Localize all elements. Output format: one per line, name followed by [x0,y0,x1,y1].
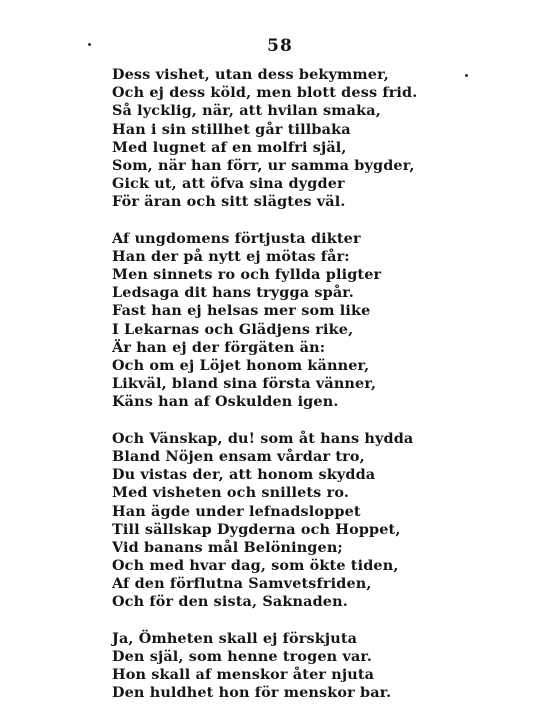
stanza-break [112,612,442,630]
poem-line: Han der på nytt ej mötas får: [112,247,350,265]
poem-line: Du vistas der, att honom skydda [112,466,376,484]
poem-line: Och för den sista, Saknaden. [112,593,348,611]
stanza-1 [112,66,442,212]
print-speck [465,74,468,77]
poem-line: Med lugnet af en molfri själ, [112,138,347,156]
poem-line: Och om ej Löjet honom känner, [112,357,370,374]
stanza-4 [112,630,442,703]
poem-line: Så lycklig, när, att hvilan smaka, [112,102,381,120]
stanza-break [112,212,442,230]
stanza-break [112,412,442,430]
poem-line: Och Vänskap, du! som åt hans hydda [112,429,414,447]
poem-line: Är han ej der förgäten än: [112,338,326,356]
poem-line: Han i sin stillhet går tillbaka [112,120,351,138]
poem-line: Han ägde under lefnadsloppet [112,502,361,520]
page-number: 58 [267,36,293,56]
poem-line: Till sällskap Dygderna och Hoppet, [112,520,401,538]
stanza-2 [112,230,442,412]
poem-line: Den huldhet hon för menskor bar. [112,684,392,702]
poem-line: Af ungdomens förtjusta dikter [112,229,361,247]
poem-line: Dess vishet, utan dess bekymmer, [112,66,389,83]
poem-line: Gick ut, att öfva sina dygder [112,175,345,193]
poem-line: Med visheten och snillets ro. [112,484,349,502]
poem-line: Käns han af Oskulden igen. [112,393,339,411]
poem-line: Vid banans mål Belöningen; [112,538,343,556]
poem-line: Fast han ej helsas mer som like [112,302,371,320]
poem-line: Den själ, som henne trogen var. [112,648,372,665]
poem-line: Ja, Ömheten skall ej förskjuta [112,629,358,647]
poem-line: Men sinnets ro och fyllda pligter [112,266,382,284]
poem-line: Och ej dess köld, men blott dess frid. [112,84,418,102]
poem-text [112,66,442,703]
poem-line: Som, när han förr, ur samma bygder, [112,156,415,174]
poem-line: Hon skall af menskor åter njuta [112,666,375,684]
poem-line: Af den förflutna Samvetsfriden, [112,575,372,593]
poem-line: För äran och sitt slägtes väl. [112,193,346,211]
poem-line: Ledsaga dit hans trygga spår. [112,284,354,302]
print-speck [88,43,91,46]
poem-line: Likväl, bland sina första vänner, [112,375,377,393]
poem-line: I Lekarnas och Glädjens rike, [112,320,354,338]
poem-line: Och med hvar dag, som ökte tiden, [112,557,399,575]
poem-line: Bland Nöjen ensam vårdar tro, [112,447,365,465]
stanza-3 [112,430,442,612]
